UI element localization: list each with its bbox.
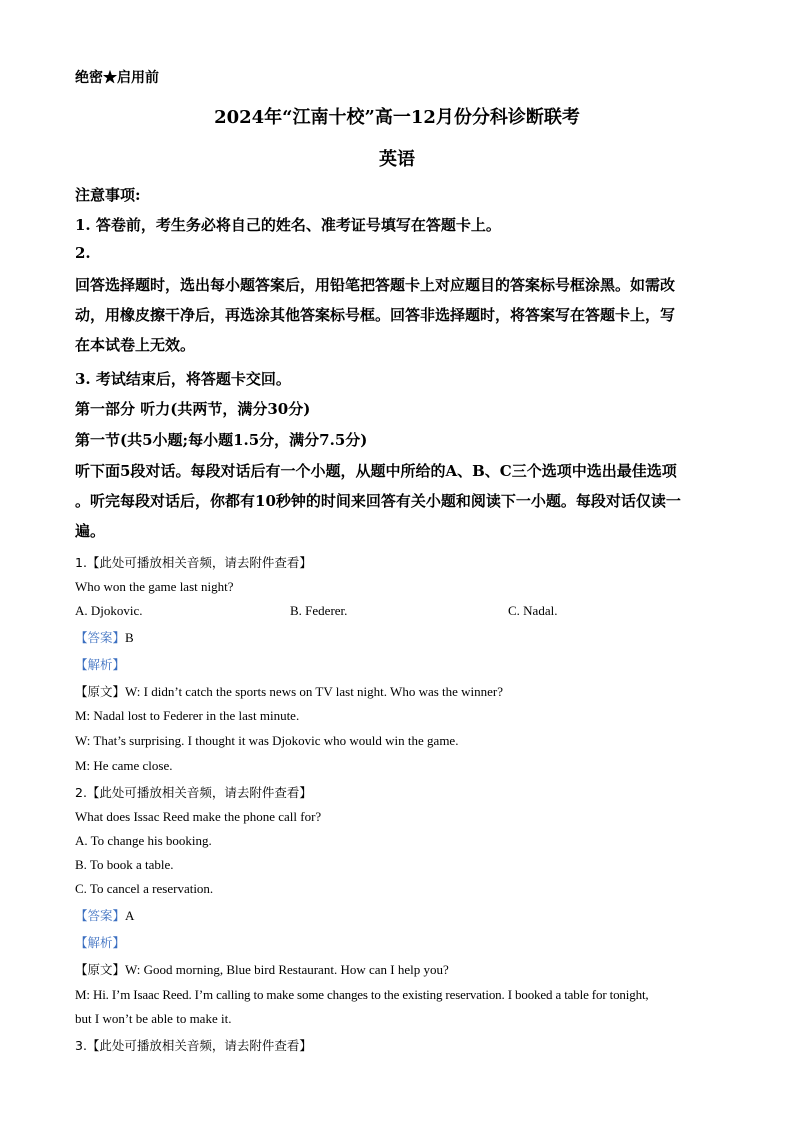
q1-answer-value: B [125,630,134,645]
q3-audio-note: 3.【此处可播放相关音频，请去附件查看】 [75,1038,312,1053]
q1-transcript-text-1: W: I didn’t catch the sports news on TV last night. Who was the winner? [125,684,504,699]
notice-item-3: 3. 考试结束后，将答题卡交回。 [75,370,291,388]
exam-title: 2024年“江南十校”高一12月份分科诊断联考 [214,107,580,128]
subject-title: 英语 [379,149,415,170]
q2-stem: What does Issac Reed make the phone call for? [75,809,322,824]
secret-mark: 绝密★启用前 [75,70,159,86]
q1-transcript-line-1 [75,682,503,701]
q1-transcript-line-3: W: That’s surprising. I thought it was Djokovic who would win the game. [75,733,459,748]
q2-answer [75,906,134,925]
q2-analysis-label: 【解析】 [75,935,126,950]
q2-transcript-label: 【原文】 [75,962,126,977]
instruction-line-1: 听下面5段对话。每段对话后有一个小题，从题中所给的A、B、C三个选项中选出最佳选项 [75,462,677,480]
part-heading: 第一部分 听力(共两节，满分30分) [75,400,311,418]
q2-transcript-line-2: M: Hi. I’m Isaac Reed. I’m calling to make some changes to the existing reservation. I booked a table for tonight, [75,987,649,1002]
q1-transcript-label: 【原文】 [75,684,126,699]
q1-answer-label: 【答案】 [75,630,126,645]
q2-answer-label: 【答案】 [75,908,126,923]
q1-option-c: C. Nadal. [508,603,558,618]
subsection-heading: 第一节(共5小题;每小题1.5分，满分7.5分) [75,431,368,449]
q2-transcript-line-1 [75,960,449,979]
q1-transcript-line-2: M: Nadal lost to Federer in the last minute. [75,708,300,723]
notice-item-2-line-2: 动，用橡皮擦干净后，再选涂其他答案标号框。回答非选择题时，将答案写在答题卡上，写 [75,306,676,324]
notice-item-2-line-3: 在本试卷上无效。 [75,336,196,354]
notice-heading: 注意事项: [75,186,141,204]
q2-answer-value: A [125,908,135,923]
q1-stem: Who won the game last night? [75,579,234,594]
q1-analysis-label: 【解析】 [75,657,126,672]
q2-option-b: B. To book a table. [75,857,174,872]
instruction-line-2: 。听完每段对话后，你都有10秒钟的时间来回答有关小题和阅读下一小题。每段对话仅读一 [75,492,681,510]
q2-transcript-line-3: but I won’t be able to make it. [75,1011,232,1026]
notice-item-1: 1. 答卷前，考生务必将自己的姓名、准考证号填写在答题卡上。 [75,216,501,234]
notice-item-2-number: 2. [75,244,91,262]
instruction-line-3: 遍。 [75,522,106,540]
q2-transcript-text-1: W: Good morning, Blue bird Restaurant. How can I help you? [125,962,449,977]
q1-answer [75,628,134,647]
q1-option-b: B. Federer. [290,603,348,618]
q2-audio-note: 2.【此处可播放相关音频，请去附件查看】 [75,785,312,800]
q2-option-a: A. To change his booking. [75,833,212,848]
q1-transcript-line-4: M: He came close. [75,758,173,773]
q1-option-a: A. Djokovic. [75,603,143,618]
notice-item-2-line-1: 回答选择题时，选出每小题答案后，用铅笔把答题卡上对应题目的答案标号框涂黑。如需改 [75,276,676,294]
q2-option-c: C. To cancel a reservation. [75,881,214,896]
q1-audio-note: 1.【此处可播放相关音频，请去附件查看】 [75,555,312,570]
